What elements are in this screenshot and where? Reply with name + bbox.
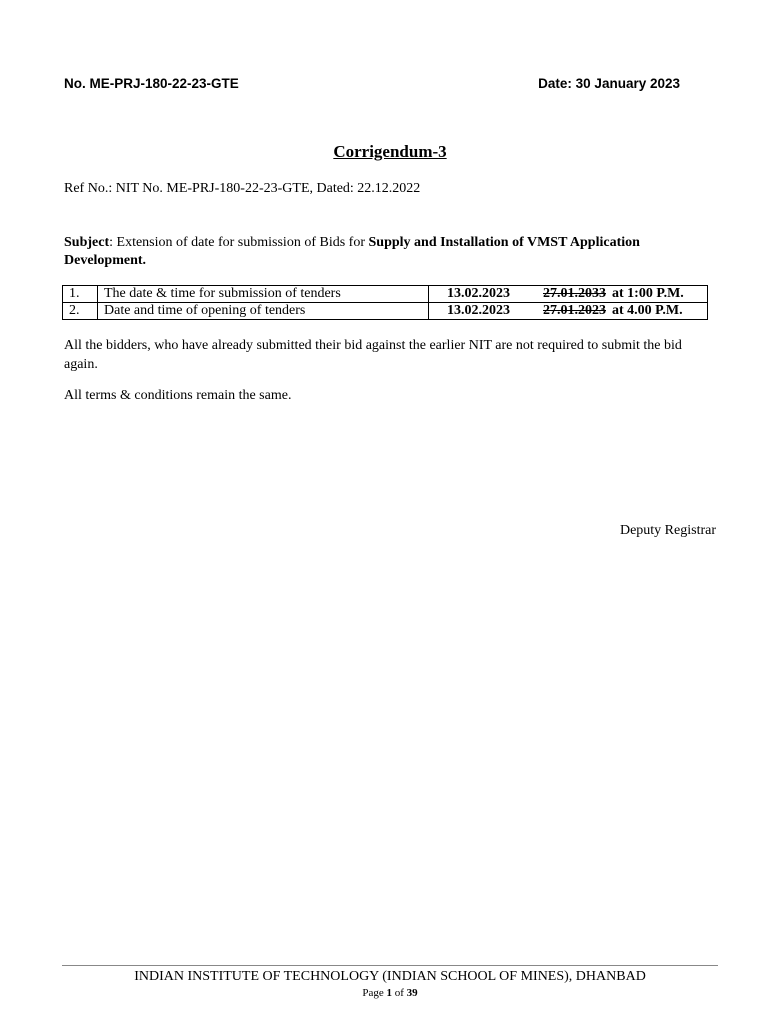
row-number: 2. bbox=[63, 303, 98, 320]
subject-line bbox=[64, 234, 708, 270]
page-prefix: Page bbox=[362, 987, 387, 999]
new-date: 13.02.2023 bbox=[447, 286, 510, 301]
time: at 1:00 P.M. bbox=[612, 286, 684, 301]
reference-line: Ref No.: NIT No. ME-PRJ-180-22-23-GTE, Dated: 22.12.2022 bbox=[64, 181, 421, 196]
time: at 4.00 P.M. bbox=[612, 303, 683, 318]
row-dates bbox=[429, 303, 708, 320]
row-description: Date and time of opening of tenders bbox=[98, 303, 429, 320]
row-number: 1. bbox=[63, 286, 98, 303]
subject-label: Subject bbox=[64, 235, 110, 250]
page-current: 1 bbox=[386, 987, 392, 999]
reference-number: No. ME-PRJ-180-22-23-GTE bbox=[64, 76, 239, 91]
new-date: 13.02.2023 bbox=[447, 303, 510, 318]
row-description: The date & time for submission of tenders bbox=[98, 286, 429, 303]
page-number bbox=[62, 987, 718, 999]
footer-divider bbox=[62, 965, 718, 966]
document-header bbox=[64, 76, 680, 91]
row-dates bbox=[429, 286, 708, 303]
document-date: Date: 30 January 2023 bbox=[538, 76, 680, 91]
dates-table bbox=[62, 285, 708, 320]
page-total: 39 bbox=[406, 987, 418, 999]
signatory: Deputy Registrar bbox=[619, 523, 716, 538]
table-row bbox=[63, 286, 708, 303]
old-date-struck: 27.01.2033 bbox=[543, 286, 606, 301]
subject-text: : Extension of date for submission of Bids for bbox=[109, 235, 369, 250]
page-of: of bbox=[391, 987, 407, 999]
old-date-struck: 27.01.2023 bbox=[543, 303, 606, 318]
document-title: Corrigendum-3 bbox=[333, 142, 447, 161]
subject-bold-text: Supply and Installation of VMST Application Development. bbox=[64, 235, 640, 268]
table-row bbox=[63, 303, 708, 320]
terms-paragraph: All terms & conditions remain the same. bbox=[64, 388, 292, 403]
footer-institute: INDIAN INSTITUTE OF TECHNOLOGY (INDIAN SCHOOL OF MINES), DHANBAD bbox=[134, 969, 646, 984]
bidders-paragraph: All the bidders, who have already submitted their bid against the earlier NIT are not required to submit the bid again. bbox=[64, 338, 682, 372]
